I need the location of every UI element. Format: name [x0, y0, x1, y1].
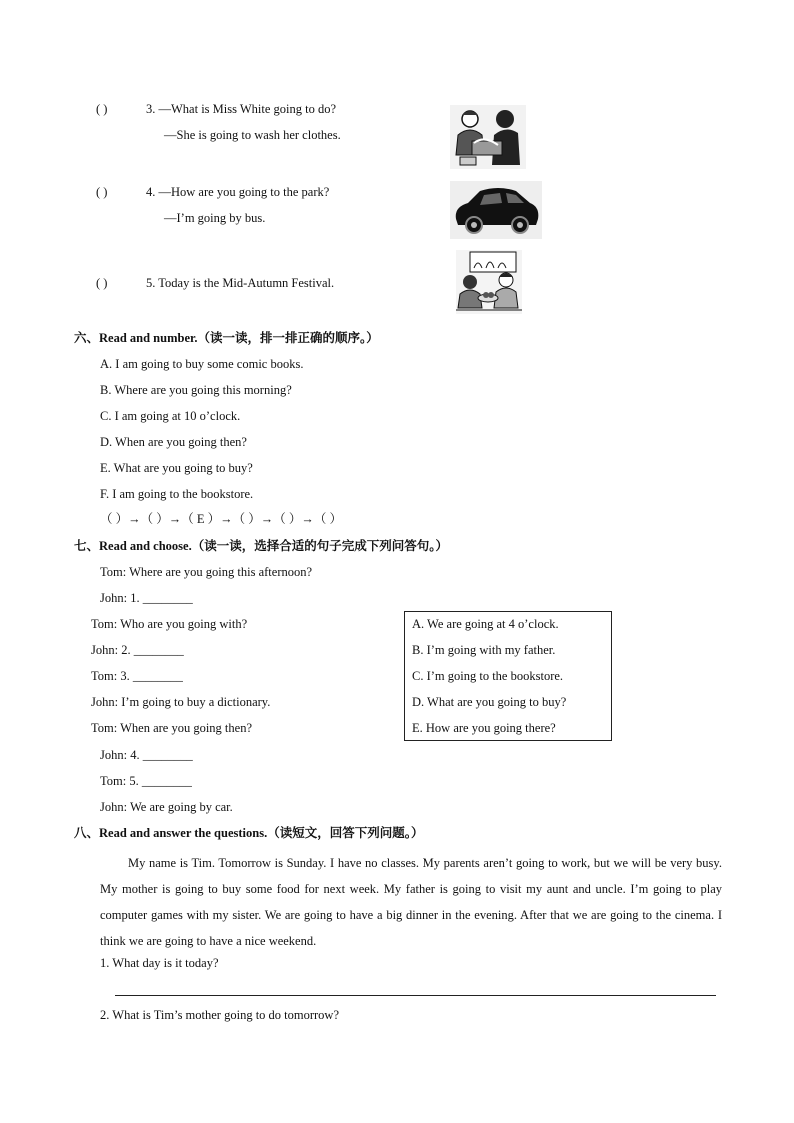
section-8-title: 八、Read and answer the questions.（读短文，回答下列问题。）	[74, 826, 424, 840]
option-d: D. What are you going to buy?	[412, 695, 567, 709]
option-c: C. I’m going to the bookstore.	[412, 669, 564, 683]
sentence-d: D. When are you going then?	[100, 435, 247, 449]
order-sequence[interactable]: （ ）→（ ）→（ E ）→（ ）→（ ）→（ ）	[100, 512, 343, 526]
dialogue-line: John: I’m going to buy a dictionary.	[91, 695, 271, 709]
family-mooncake-picture-icon	[456, 250, 522, 314]
option-e: E. How are you going there?	[412, 721, 556, 735]
sentence-e: E. What are you going to buy?	[100, 461, 253, 475]
answer-line[interactable]	[115, 995, 716, 996]
option-a: A. We are going at 4 o’clock.	[412, 617, 559, 631]
sentence-a: A. I am going to buy some comic books.	[100, 357, 304, 371]
answer-line: —She is going to wash her clothes.	[164, 128, 341, 142]
question-2: 2. What is Tim’s mother going to do tomorrow?	[100, 1008, 340, 1022]
dialogue-blank[interactable]: John: 4. ________	[100, 748, 193, 762]
dialogue-blank[interactable]: John: 1. ________	[100, 591, 193, 605]
sentence-c: C. I am going at 10 o’clock.	[100, 409, 241, 423]
section-6-title: 六、Read and number.（读一读，排一排正确的顺序。）	[74, 331, 379, 345]
answer-paren[interactable]: ( )	[96, 185, 108, 199]
washing-clothes-picture-icon	[450, 105, 526, 169]
sentence-b: B. Where are you going this morning?	[100, 383, 292, 397]
dialogue-blank[interactable]: Tom: 3. ________	[91, 669, 183, 683]
sentence-f: F. I am going to the bookstore.	[100, 487, 254, 501]
answer-line: —I’m going by bus.	[164, 211, 266, 225]
section-7-title: 七、Read and choose.（读一读，选择合适的句子完成下列问答句。）	[74, 539, 448, 553]
dialogue-line: Tom: Who are you going with?	[91, 617, 248, 631]
reading-passage: My name is Tim. Tomorrow is Sunday. I have no classes. My parents aren’t going to work, but we will be very busy. My mother is going to buy some food for next week. My father is going to visit my aunt and uncle. I’m going to play computer games with my sister. We are going to have a big dinner in the evening. After that we are going to the cinema. I think we are going to have a nice weekend.	[100, 856, 722, 948]
question-line: 5. Today is the Mid-Autumn Festival.	[146, 276, 335, 290]
question-line: 3. —What is Miss White going to do?	[146, 102, 337, 116]
dialogue-blank[interactable]: Tom: 5. ________	[100, 774, 192, 788]
dialogue-line: Tom: When are you going then?	[91, 721, 253, 735]
dialogue-blank[interactable]: John: 2. ________	[91, 643, 184, 657]
option-b: B. I’m going with my father.	[412, 643, 556, 657]
dialogue-line: John: We are going by car.	[100, 800, 233, 814]
car-picture-icon	[450, 181, 542, 239]
question-line: 4. —How are you going to the park?	[146, 185, 330, 199]
answer-paren[interactable]: ( )	[96, 102, 108, 116]
question-1: 1. What day is it today?	[100, 956, 219, 970]
dialogue-line: Tom: Where are you going this afternoon?	[100, 565, 313, 579]
answer-paren[interactable]: ( )	[96, 276, 108, 290]
